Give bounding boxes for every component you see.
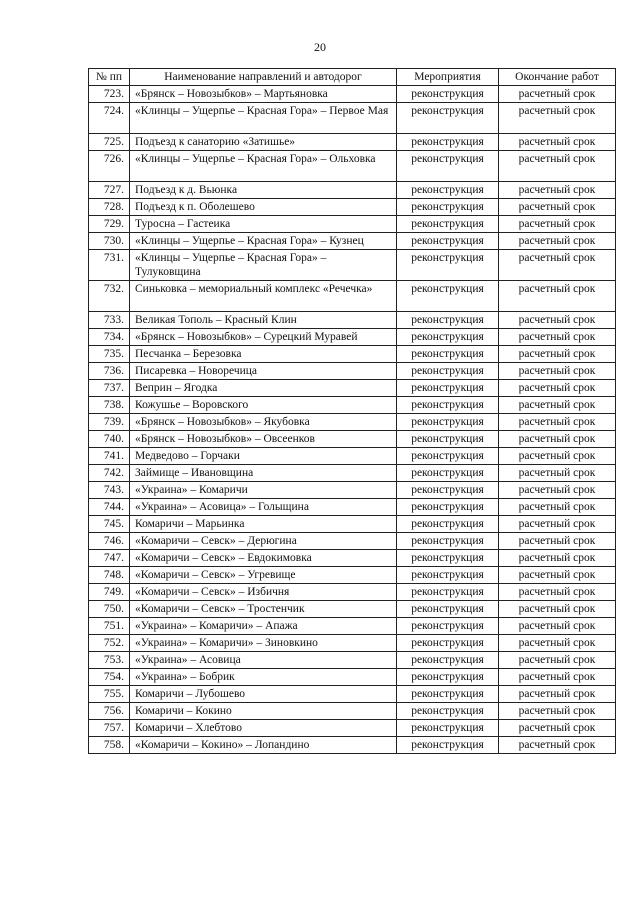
table-row — [89, 134, 616, 151]
header-activity: Мероприятия — [397, 69, 499, 86]
activity-cell: реконструкция — [397, 584, 499, 601]
road-name: Медведово – Горчаки — [130, 448, 397, 465]
road-name: Комаричи – Хлебтово — [130, 720, 397, 737]
activity-cell: реконструкция — [397, 281, 499, 312]
road-name: «Украина» – Комаричи» – Зиновкино — [130, 635, 397, 652]
road-name: Синьковка – мемориальный комплекс «Речечка» — [130, 281, 397, 312]
end-date-cell: расчетный срок — [499, 720, 616, 737]
table-row — [89, 103, 616, 134]
table-row — [89, 329, 616, 346]
row-number: 743. — [89, 482, 130, 499]
row-number: 756. — [89, 703, 130, 720]
end-date-cell: расчетный срок — [499, 151, 616, 182]
table-row — [89, 380, 616, 397]
activity-cell: реконструкция — [397, 363, 499, 380]
table-row — [89, 635, 616, 652]
table-row — [89, 363, 616, 380]
table-row — [89, 312, 616, 329]
table-row — [89, 499, 616, 516]
row-number: 727. — [89, 182, 130, 199]
activity-cell: реконструкция — [397, 720, 499, 737]
row-number: 724. — [89, 103, 130, 134]
road-name: Комаричи – Кокино — [130, 703, 397, 720]
activity-cell: реконструкция — [397, 482, 499, 499]
table-row — [89, 199, 616, 216]
end-date-cell: расчетный срок — [499, 397, 616, 414]
road-name: «Комаричи – Севск» – Евдокимовка — [130, 550, 397, 567]
end-date-cell: расчетный срок — [499, 482, 616, 499]
end-date-cell: расчетный срок — [499, 199, 616, 216]
end-date-cell: расчетный срок — [499, 103, 616, 134]
activity-cell: реконструкция — [397, 635, 499, 652]
table-row — [89, 618, 616, 635]
end-date-cell: расчетный срок — [499, 86, 616, 103]
road-name: Песчанка – Березовка — [130, 346, 397, 363]
header-end: Окончание работ — [499, 69, 616, 86]
row-number: 749. — [89, 584, 130, 601]
activity-cell: реконструкция — [397, 618, 499, 635]
table-body — [89, 86, 616, 754]
activity-cell: реконструкция — [397, 250, 499, 281]
end-date-cell: расчетный срок — [499, 233, 616, 250]
table-row — [89, 652, 616, 669]
row-number: 738. — [89, 397, 130, 414]
road-name: Комаричи – Лубошево — [130, 686, 397, 703]
activity-cell: реконструкция — [397, 397, 499, 414]
end-date-cell: расчетный срок — [499, 516, 616, 533]
activity-cell: реконструкция — [397, 533, 499, 550]
end-date-cell: расчетный срок — [499, 669, 616, 686]
row-number: 732. — [89, 281, 130, 312]
end-date-cell: расчетный срок — [499, 652, 616, 669]
road-name: Подъезд к санаторию «Затишье» — [130, 134, 397, 151]
row-number: 748. — [89, 567, 130, 584]
activity-cell: реконструкция — [397, 601, 499, 618]
table-header — [89, 69, 616, 86]
road-name: Великая Тополь – Красный Клин — [130, 312, 397, 329]
road-name: «Украина» – Асовица» – Голыщина — [130, 499, 397, 516]
activity-cell: реконструкция — [397, 346, 499, 363]
row-number: 739. — [89, 414, 130, 431]
road-name: «Брянск – Новозыбков» – Овсеенков — [130, 431, 397, 448]
end-date-cell: расчетный срок — [499, 618, 616, 635]
row-number: 731. — [89, 250, 130, 281]
end-date-cell: расчетный срок — [499, 635, 616, 652]
row-number: 754. — [89, 669, 130, 686]
road-name: «Украина» – Комаричи — [130, 482, 397, 499]
activity-cell: реконструкция — [397, 216, 499, 233]
row-number: 745. — [89, 516, 130, 533]
activity-cell: реконструкция — [397, 414, 499, 431]
table-row — [89, 86, 616, 103]
activity-cell: реконструкция — [397, 199, 499, 216]
row-number: 741. — [89, 448, 130, 465]
row-number: 753. — [89, 652, 130, 669]
row-number: 750. — [89, 601, 130, 618]
row-number: 758. — [89, 737, 130, 754]
end-date-cell: расчетный срок — [499, 499, 616, 516]
end-date-cell: расчетный срок — [499, 465, 616, 482]
page-number: 20 — [314, 40, 326, 54]
table-row — [89, 151, 616, 182]
row-number: 740. — [89, 431, 130, 448]
activity-cell: реконструкция — [397, 465, 499, 482]
road-name: «Брянск – Новозыбков» – Якубовка — [130, 414, 397, 431]
road-name: Писаревка – Новоречица — [130, 363, 397, 380]
road-name: Займище – Ивановщина — [130, 465, 397, 482]
activity-cell: реконструкция — [397, 431, 499, 448]
road-name: Подъезд к п. Оболешево — [130, 199, 397, 216]
end-date-cell: расчетный срок — [499, 134, 616, 151]
table-row — [89, 397, 616, 414]
activity-cell: реконструкция — [397, 652, 499, 669]
row-number: 725. — [89, 134, 130, 151]
end-date-cell: расчетный срок — [499, 182, 616, 199]
road-name: Кожушье – Воровского — [130, 397, 397, 414]
end-date-cell: расчетный срок — [499, 584, 616, 601]
table-row — [89, 703, 616, 720]
road-name: Подъезд к д. Вьюнка — [130, 182, 397, 199]
end-date-cell: расчетный срок — [499, 703, 616, 720]
activity-cell: реконструкция — [397, 151, 499, 182]
road-name: «Клинцы – Ущерпье – Красная Гора» – Кузнец — [130, 233, 397, 250]
header-row — [89, 69, 616, 86]
road-name: «Клинцы – Ущерпье – Красная Гора» – Ольховка — [130, 151, 397, 182]
activity-cell: реконструкция — [397, 686, 499, 703]
road-name: «Брянск – Новозыбков» – Мартьяновка — [130, 86, 397, 103]
road-name: «Клинцы – Ущерпье – Красная Гора» – Первое Мая — [130, 103, 397, 134]
activity-cell: реконструкция — [397, 380, 499, 397]
activity-cell: реконструкция — [397, 567, 499, 584]
road-name: «Клинцы – Ущерпье – Красная Гора» – Тулуковщина — [130, 250, 397, 281]
table-row — [89, 414, 616, 431]
row-number: 747. — [89, 550, 130, 567]
row-number: 723. — [89, 86, 130, 103]
roads-table — [88, 68, 616, 754]
table-row — [89, 737, 616, 754]
end-date-cell: расчетный срок — [499, 346, 616, 363]
end-date-cell: расчетный срок — [499, 312, 616, 329]
road-name: Веприн – Ягодка — [130, 380, 397, 397]
activity-cell: реконструкция — [397, 182, 499, 199]
row-number: 734. — [89, 329, 130, 346]
activity-cell: реконструкция — [397, 233, 499, 250]
table-row — [89, 182, 616, 199]
row-number: 751. — [89, 618, 130, 635]
end-date-cell: расчетный срок — [499, 686, 616, 703]
road-name: Туросна – Гастеика — [130, 216, 397, 233]
road-name: «Комаричи – Севск» – Избичня — [130, 584, 397, 601]
activity-cell: реконструкция — [397, 703, 499, 720]
road-name: «Комаричи – Кокино» – Лопандино — [130, 737, 397, 754]
end-date-cell: расчетный срок — [499, 737, 616, 754]
end-date-cell: расчетный срок — [499, 601, 616, 618]
end-date-cell: расчетный срок — [499, 567, 616, 584]
table-row — [89, 346, 616, 363]
table-row — [89, 233, 616, 250]
row-number: 757. — [89, 720, 130, 737]
row-number: 755. — [89, 686, 130, 703]
end-date-cell: расчетный срок — [499, 216, 616, 233]
road-name: «Комаричи – Севск» – Тростенчик — [130, 601, 397, 618]
row-number: 736. — [89, 363, 130, 380]
activity-cell: реконструкция — [397, 499, 499, 516]
road-name: «Комаричи – Севск» – Дерюгина — [130, 533, 397, 550]
table-row — [89, 465, 616, 482]
table-row — [89, 431, 616, 448]
end-date-cell: расчетный срок — [499, 380, 616, 397]
row-number: 728. — [89, 199, 130, 216]
activity-cell: реконструкция — [397, 669, 499, 686]
end-date-cell: расчетный срок — [499, 329, 616, 346]
table-row — [89, 216, 616, 233]
table-row — [89, 281, 616, 312]
road-name: «Брянск – Новозыбков» – Сурецкий Муравей — [130, 329, 397, 346]
activity-cell: реконструкция — [397, 448, 499, 465]
road-name: «Комаричи – Севск» – Угревище — [130, 567, 397, 584]
row-number: 729. — [89, 216, 130, 233]
activity-cell: реконструкция — [397, 312, 499, 329]
table-row — [89, 250, 616, 281]
activity-cell: реконструкция — [397, 103, 499, 134]
table-row — [89, 601, 616, 618]
row-number: 730. — [89, 233, 130, 250]
table-row — [89, 516, 616, 533]
road-name: Комаричи – Марьинка — [130, 516, 397, 533]
header-num: № пп — [89, 69, 130, 86]
activity-cell: реконструкция — [397, 134, 499, 151]
table-row — [89, 448, 616, 465]
row-number: 735. — [89, 346, 130, 363]
activity-cell: реконструкция — [397, 86, 499, 103]
row-number: 733. — [89, 312, 130, 329]
row-number: 746. — [89, 533, 130, 550]
table-row — [89, 550, 616, 567]
end-date-cell: расчетный срок — [499, 414, 616, 431]
end-date-cell: расчетный срок — [499, 250, 616, 281]
end-date-cell: расчетный срок — [499, 431, 616, 448]
table-row — [89, 686, 616, 703]
table-row — [89, 567, 616, 584]
end-date-cell: расчетный срок — [499, 363, 616, 380]
activity-cell: реконструкция — [397, 329, 499, 346]
row-number: 737. — [89, 380, 130, 397]
end-date-cell: расчетный срок — [499, 550, 616, 567]
header-name: Наименование направлений и автодорог — [130, 69, 397, 86]
end-date-cell: расчетный срок — [499, 448, 616, 465]
row-number: 744. — [89, 499, 130, 516]
row-number: 752. — [89, 635, 130, 652]
table-row — [89, 669, 616, 686]
activity-cell: реконструкция — [397, 516, 499, 533]
table-row — [89, 584, 616, 601]
table-row — [89, 482, 616, 499]
activity-cell: реконструкция — [397, 737, 499, 754]
table-row — [89, 720, 616, 737]
end-date-cell: расчетный срок — [499, 281, 616, 312]
road-name: «Украина» – Асовица — [130, 652, 397, 669]
road-name: «Украина» – Бобрик — [130, 669, 397, 686]
road-name: «Украина» – Комаричи» – Апажа — [130, 618, 397, 635]
table-row — [89, 533, 616, 550]
activity-cell: реконструкция — [397, 550, 499, 567]
row-number: 726. — [89, 151, 130, 182]
row-number: 742. — [89, 465, 130, 482]
end-date-cell: расчетный срок — [499, 533, 616, 550]
